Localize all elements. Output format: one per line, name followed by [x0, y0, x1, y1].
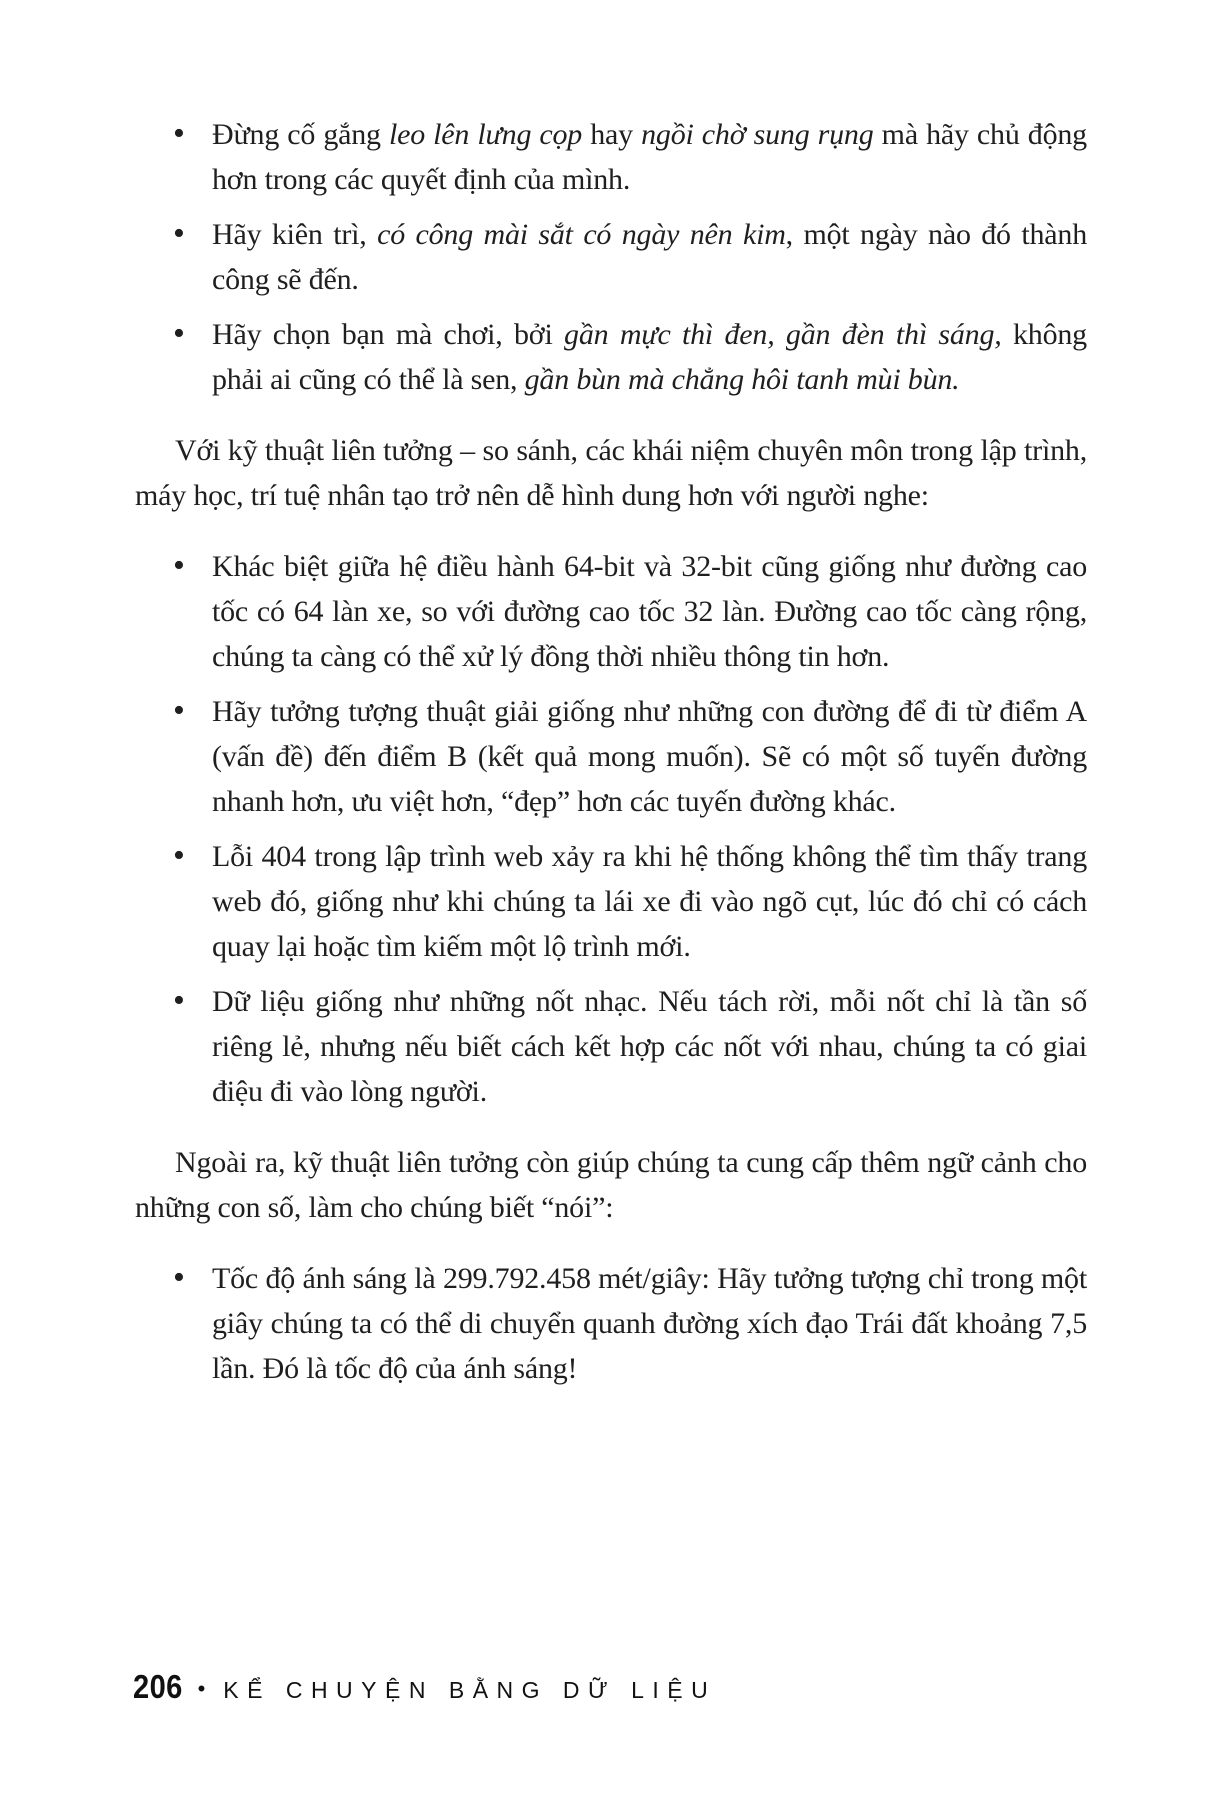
list-item: [135, 834, 1087, 969]
list-item-text: [212, 118, 1087, 196]
text-run: Đừng cố gắng: [212, 118, 389, 151]
list-item: [135, 979, 1087, 1114]
list-item: [135, 312, 1087, 402]
bullet-list-tech-analogies: [135, 544, 1087, 1114]
list-item-text: [212, 695, 1087, 818]
bullet-marker-icon: •: [173, 692, 185, 729]
text-run: Dữ liệu giống như những nốt nhạc. Nếu tách rời, mỗi nốt chỉ là tần số riêng lẻ, nhưng nếu biết cách kết hợp các nốt với nhau, chúng ta có giai điệu đi vào lòng người.: [212, 985, 1087, 1108]
text-run: hay: [582, 118, 642, 151]
bullet-marker-icon: •: [173, 315, 185, 352]
bullet-marker-icon: •: [173, 215, 185, 252]
bullet-marker-icon: •: [173, 547, 185, 584]
text-run: không phải ai cũng có thể là sen,: [212, 318, 1087, 396]
list-item-text: [212, 1262, 1087, 1385]
list-item: [135, 689, 1087, 824]
paragraph-compare-technique: [135, 428, 1087, 518]
bullet-list-number-examples: [135, 1256, 1087, 1391]
text-run: Ngoài ra, kỹ thuật liên tưởng còn giúp chúng ta cung cấp thêm ngữ cảnh cho những con số, làm cho chúng biết “nói”:: [135, 1146, 1087, 1224]
text-run: Hãy chọn bạn mà chơi, bởi: [212, 318, 565, 351]
text-run: Tốc độ ánh sáng là 299.792.458 mét/giây: Hãy tưởng tượng chỉ trong một giây chúng ta có thể di chuyển quanh đường xích đạo Trái đất khoảng 7,5 lần. Đó là tốc độ của ánh sáng!: [212, 1262, 1087, 1385]
page-footer: [133, 1668, 716, 1706]
text-run: gần mực thì đen, gần đèn thì sáng,: [564, 318, 1002, 351]
text-run: , một ngày nào đó thành công sẽ đến.: [212, 218, 1088, 296]
bullet-list-proverbs: [135, 112, 1087, 402]
book-title: KỂ CHUYỆN BẰNG DỮ LIỆU: [223, 1677, 717, 1703]
page-number: 206: [133, 1668, 183, 1705]
text-run: có công mài sắt có ngày nên kim: [377, 218, 786, 251]
text-run: gần bùn mà chẳng hôi tanh mùi bùn.: [524, 363, 960, 396]
text-run: Hãy kiên trì,: [212, 218, 378, 251]
list-item: [135, 212, 1087, 302]
bullet-marker-icon: •: [173, 837, 185, 874]
list-item-text: [212, 985, 1087, 1108]
list-item-text: [212, 218, 1087, 296]
text-run: mà hãy chủ động hơn trong các quyết định của mình.: [212, 118, 1087, 196]
text-run: leo lên lưng cọp: [388, 118, 583, 151]
list-item: [135, 112, 1087, 202]
list-item: [135, 544, 1087, 679]
bullet-marker-icon: •: [173, 115, 185, 152]
text-run: Khác biệt giữa hệ điều hành 64-bit và 32-bit cũng giống như đường cao tốc có 64 làn xe, so với đường cao tốc 32 làn. Đường cao tốc càng rộng, chúng ta càng có thể xử lý đồng thời nhiều thông tin hơn.: [212, 550, 1087, 673]
footer-bullet-icon: •: [197, 1676, 206, 1701]
bullet-marker-icon: •: [173, 1259, 185, 1296]
text-run: Lỗi 404 trong lập trình web xảy ra khi hệ thống không thể tìm thấy trang web đó, giống như khi chúng ta lái xe đi vào ngõ cụt, lúc đó chỉ có cách quay lại hoặc tìm kiếm một lộ trình mới.: [212, 840, 1087, 963]
bullet-marker-icon: •: [173, 982, 185, 1019]
text-run: Với kỹ thuật liên tưởng – so sánh, các khái niệm chuyên môn trong lập trình, máy học, trí tuệ nhân tạo trở nên dễ hình dung hơn với người nghe:: [135, 434, 1087, 512]
list-item-text: [212, 318, 1087, 396]
text-run: ngồi chờ sung rụng: [641, 118, 874, 151]
list-item: [135, 1256, 1087, 1391]
paragraph-number-context: [135, 1140, 1087, 1230]
list-item-text: [212, 840, 1087, 963]
text-run: Hãy tưởng tượng thuật giải giống như những con đường để đi từ điểm A (vấn đề) đến điểm B (kết quả mong muốn). Sẽ có một số tuyến đường nhanh hơn, ưu việt hơn, “đẹp” hơn các tuyến đường khác.: [212, 695, 1087, 818]
list-item-text: [212, 550, 1087, 673]
page-content: [135, 112, 1087, 1417]
